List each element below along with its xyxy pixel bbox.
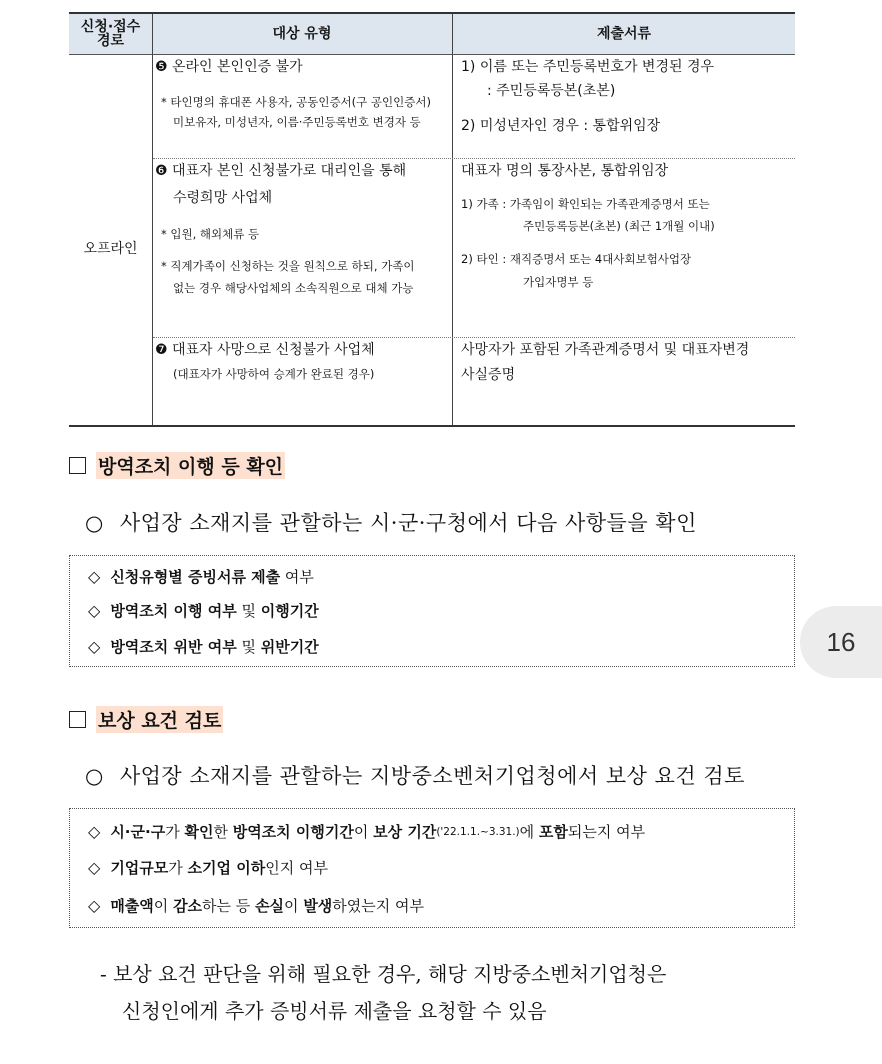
row6-type-title-2: 수령희망 사업체 [173,190,273,206]
item-bold: 보상 기간 [373,823,437,841]
header-documents: 제출서류 [596,26,652,42]
section2-line [85,760,745,790]
checklist-item [88,636,319,657]
item-bold: 소기업 이하 [187,859,266,877]
checklist-item [88,821,645,842]
item-text: 및 [236,602,261,620]
item-text: 에 [519,823,539,841]
item-bold: 기업규모 [110,859,169,877]
page-number: 16 [826,626,856,657]
section2-note-line2: 신청인에게 추가 증빙서류 제출을 요청할 수 있음 [122,999,547,1023]
item-bold: 이행기간 [260,602,319,620]
header-channel-line1: 신청·접수 [80,19,141,35]
item-text: 가 [165,823,185,841]
row7-doc-1: 사망자가 포함된 가족관계증명서 및 대표자변경 [461,342,750,358]
item-text: 인지 여부 [265,859,328,877]
header-channel [69,14,152,54]
row5-doc-1a: 1) 이름 또는 주민등록번호가 변경된 경우 [461,59,715,75]
diamond-icon: ◇ [88,601,101,620]
table-col-divider [152,14,153,425]
item-period: ('22.1.1.~3.31.) [436,825,520,838]
item-text: 이 [153,897,174,915]
item-bold: 방역조치 위반 여부 [110,638,237,656]
row5-note-1: * 타인명의 휴대폰 사용자, 공동인증서(구 공인인증서) [161,95,431,109]
checklist-item [88,895,424,916]
diamond-icon: ◇ [88,896,101,915]
diamond-icon: ◇ [88,567,101,586]
item-bold: 매출액 [110,897,154,915]
checklist-item [88,600,319,621]
item-bold: 방역조치 이행 여부 [110,602,237,620]
row-divider [153,337,795,338]
item-text: 하였는지 여부 [332,897,425,915]
item-bold: 확인 [184,823,214,841]
section1-line [85,507,697,537]
item-text: 한 [213,823,233,841]
section1-title [69,452,285,479]
section2-line-text: 사업장 소재지를 관할하는 지방중소벤처기업청에서 보상 요건 검토 [119,764,745,788]
row6-doc-2a: 2) 타인 : 재직증명서 또는 4대사회보험사업장 [461,252,692,266]
item-text: 가 [168,859,188,877]
circle-bullet-icon: ○ [85,511,104,535]
section2-title [69,706,223,733]
section2-note-line1: - 보상 요건 판단을 위해 필요한 경우, 해당 지방중소벤처기업청은 [100,962,667,986]
header-channel-line2: 경로 [96,33,125,49]
row7-note: (대표자가 사망하여 승계가 완료된 경우) [173,367,375,381]
item-bold: 방역조치 이행기간 [232,823,354,841]
section2-checklist [69,808,795,928]
row6-note-1: * 입원, 해외체류 등 [161,227,260,241]
item-text: 이 [353,823,374,841]
table-col-divider [452,14,453,425]
checkbox-square-icon [69,457,86,474]
section1-title-text: 방역조치 이행 등 확인 [96,452,285,479]
section2-title-text: 보상 요건 검토 [96,706,223,733]
row-divider [153,158,795,159]
row6-doc-1b: 주민등록등본(초본) (최근 1개월 이내) [523,219,715,233]
row5-type-title: ❺ 온라인 본인인증 불가 [155,59,303,75]
section1-line-text: 사업장 소재지를 관할하는 시·군·구청에서 다음 사항들을 확인 [119,511,697,535]
page-number-tab[interactable] [800,606,882,678]
item-bold: 시·군·구 [110,823,166,841]
item-bold: 발생 [303,897,333,915]
row7-type-title: ❼ 대표자 사망으로 신청불가 사업체 [155,342,375,358]
row6-type-title-1: ❻ 대표자 본인 신청불가로 대리인을 통해 [155,163,407,179]
header-target-type: 대상 유형 [272,26,332,42]
diamond-icon: ◇ [88,637,101,656]
channel-offline: 오프라인 [83,241,138,257]
row5-note-2: 미보유자, 미성년자, 이름·주민등록번호 변경자 등 [173,115,421,129]
row6-doc-1a: 1) 가족 : 가족임이 확인되는 가족관계증명서 또는 [461,197,710,211]
checkbox-square-icon [69,711,86,728]
diamond-icon: ◇ [88,822,101,841]
item-bold: 신청유형별 증빙서류 제출 [110,568,281,586]
item-bold: 감소 [173,897,203,915]
row6-doc-0: 대표자 명의 통장사본, 통합위임장 [461,163,669,179]
item-text: 여부 [280,568,314,586]
row6-note-2b: 없는 경우 해당사업체의 소속직원으로 대체 가능 [173,281,414,295]
item-text: 하는 등 [202,897,256,915]
item-bold: 위반기간 [260,638,319,656]
row5-doc-1b: : 주민등록등본(초본) [487,83,616,99]
row7-doc-2: 사실증명 [461,367,516,383]
table-bottom-border [69,425,795,427]
item-bold: 손실 [255,897,285,915]
eligibility-table [69,12,795,427]
checklist-item [88,566,314,587]
diamond-icon: ◇ [88,858,101,877]
item-text: 및 [236,638,261,656]
row6-note-2a: * 직계가족이 신청하는 것을 원칙으로 하되, 가족이 [161,259,415,273]
item-bold: 포함 [538,823,568,841]
row6-doc-2b: 가입자명부 등 [523,275,594,289]
item-text: 되는지 여부 [567,823,646,841]
item-text: 이 [284,897,304,915]
circle-bullet-icon: ○ [85,764,104,788]
section1-checklist [69,555,795,667]
checklist-item [88,857,328,878]
row5-doc-2: 2) 미성년자인 경우 : 통합위임장 [461,118,661,134]
